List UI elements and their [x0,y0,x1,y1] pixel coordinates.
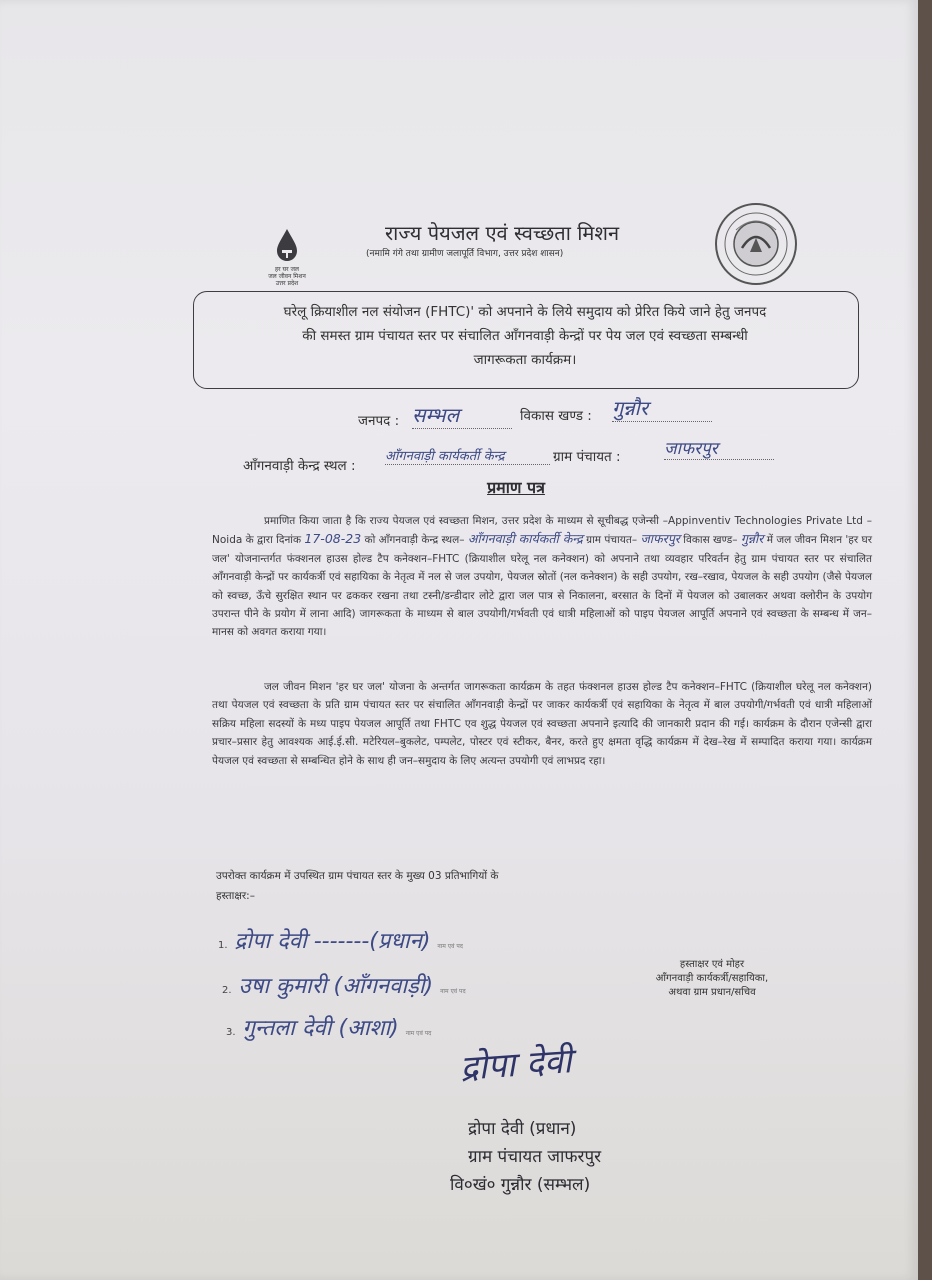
stamp-line-2: ग्राम पंचायत जाफरपुर [468,1147,602,1167]
logo-text-1: हर घर जल [275,266,299,273]
logo-text-2: जल जीवन मिशन [268,273,306,280]
center-label: आँगनवाड़ी केन्द्र स्थल : [243,458,356,474]
participant-3-label: नाम एवं पद [405,1030,432,1037]
har-ghar-jal-logo [252,228,322,287]
certificate-paragraph-2 [212,678,872,770]
district-value: सम्भल [412,401,512,429]
participants-note-line-1: उपरोक्त कार्यक्रम में उपस्थित ग्राम पंचायत स्तर के मुख्य 03 प्रतिभागियों के [216,870,499,882]
panchayat-label: ग्राम पंचायत : [553,449,621,465]
participant-3-num: 3. [226,1027,236,1038]
stamp-line-1: द्रोपा देवी (प्रधान) [468,1119,577,1139]
program-title [200,300,850,372]
participant-1 [218,925,463,955]
program-line-1: घरेलू क्रियाशील नल संयोजन (FHTC)' को अपनाने के लिये समुदाय को प्रेरित किये जाने हेतु जनपद [283,304,767,320]
participants-note [216,866,596,906]
participant-3 [226,1012,431,1042]
p1-gram-panchayat: जाफरपुर [640,531,680,547]
program-line-2: की समस्त ग्राम पंचायत स्तर पर संचालित आँगनवाड़ी केन्द्रों पर पेय जल एवं स्वच्छता सम्बन्धी [302,328,748,344]
participant-2-label: नाम एवं पद [440,988,466,995]
participant-1-num: 1. [218,940,228,951]
p2-text: जल जीवन मिशन 'हर घर जल' योजना के अन्तर्गत जागरूकता कार्यक्रम के तहत फंक्शनल हाउस होल्ड टैप कनेक्शन–FHTC (क्रियाशील घरेलू नल कनेक्शन) तथा पेयजल एवं स्वच्छता के प्रति ग्राम पंचायत स्तर पर संचालित आँगनवाड़ी केन्द्रों पर जाकर कार्यकर्त्री एवं सहायिका के नेतृत्व में बाल उपयोगी/गर्भवती एवं धात्री महिलाओं सक्रिय महिला सदस्यों के मध्य पाइप पेयजल आपूर्ति तथा FHTC एव शुद्ध पेयजल एवं स्वच्छता अपनाने इत्यादि की जानकारी प्रदान की गई। कार्यक्रम के दौरान एजेन्सी द्वारा प्रचार–प्रसार हेतु आवश्यक आई.ई.सी. मटेरियल–बुकलेट, पम्पलेट, पोस्टर एवं स्टीकर, बैनर, करते हुए क्षमता वृद्धि कार्यक्रम में देख–रेख में सम्पादित कराया गया। कार्यक्रम पेयजल एवं स्वच्छता से सम्बन्धित होने के साथ ही जन–समुदाय के लिए अत्यन्त उपयोगी एवं लाभप्रद रहा। [212,681,872,767]
mission-subtitle: (नमामि गंगे तथा ग्रामीण जलापूर्ति विभाग, उत्तर प्रदेश शासन) [366,249,564,259]
p1-text-c: ग्राम पंचायत– [586,534,638,547]
program-line-3: जागरूकता कार्यक्रम। [473,352,577,368]
panchayat-value: जाफरपुर [664,436,774,460]
pradhan-stamp [430,1115,710,1199]
water-drop-icon [275,228,299,262]
logo-text-3: उत्तर प्रदेश [275,280,299,287]
stamp-line-3: वि०खं० गुन्नौर (सम्भल) [450,1175,591,1195]
block-value: गुन्नौर [612,394,712,422]
up-government-seal-icon [712,200,800,288]
p1-date: 17-08-23 [304,531,362,547]
participants-note-line-2: हस्ताक्षर:– [216,890,255,902]
p1-text-d: विकास खण्ड– [683,534,738,547]
p1-text-e: में जल जीवन मिशन 'हर घर जल' योजनान्तर्गत फंक्शनल हाउस होल्ड टैप कनेक्शन–FHTC (क्रियाशील घरेलू नल कनेक्शन) को अपनाने तथा व्यवहार परिवर्तन हेतु ग्राम पंचायत स्तर पर संचालित आँगनवाड़ी केन्द्रों पर कार्यकर्त्री एवं सहायिका के नेतृत्व में नल से जल उपयोग, पेयजल स्रोतों (नल कनेक्शन) के सही उपयोग, रख–रखाव, पेयजल के सही उपयोग (जैसे पेयजल को स्वच्छ, ऊँचे सुरक्षित स्थान पर ढककर रखना तथा टस्नी/डन्डीदार लोटे द्वारा जल पात्र से निकालना, बरसात के दिनों में पेयजल को उबालकर अथवा क्लोरीन के उपयोग उपरान्त पीने के प्रयोग में लाना आदि) जागरूकता के माध्यम से बाल उपयोगी/गर्भवती एवं धात्री महिलाओं को पाइप पेयजल आपूर्ति अपनाने एवं स्वच्छता के सम्बन्ध में जन–मानस को अवगत कराया गया। [212,534,872,639]
participant-1-label: नाम एवं पद [437,943,463,950]
participant-2-text: उषा कुमारी (आँगनवाड़ी) [238,974,434,999]
participant-2 [222,970,466,1000]
handwritten-signature: द्रोपा देवी [458,1041,573,1089]
p1-site: आँगनवाड़ी कार्यकर्ती केन्द्र [467,531,583,547]
sign-line-2: आँगनवाड़ी कार्यकर्त्री/सहायिका, [655,973,769,984]
district-label: जनपद : [358,413,400,429]
certificate-paragraph-1 [212,512,872,642]
block-label: विकास खण्ड : [520,408,592,424]
center-value: आँगनवाड़ी कार्यकर्ती केन्द्र [385,446,550,465]
signature-block [622,958,802,1000]
p1-block: गुन्नौर [740,531,764,547]
sign-line-1: हस्ताक्षर एवं मोहर [679,959,745,970]
participant-3-text: गुन्तला देवी (आशा) [242,1016,399,1041]
certificate-title: प्रमाण पत्र [487,478,545,497]
p1-text-a: प्रमाणित किया जाता है कि राज्य पेयजल एवं स्वच्छता मिशन, उत्तर प्रदेश के माध्यम से सूचीबद्ध एजेन्सी –Appinventiv Technologies Private Ltd – Noida के द्वारा दिनांक [212,515,872,547]
participant-2-num: 2. [222,985,232,996]
participant-1-text: द्रोपा देवी -------(प्रधान) [234,929,431,954]
p1-text-b: को आँगनवाड़ी केन्द्र स्थल– [364,534,465,547]
mission-title: राज्य पेयजल एवं स्वच्छता मिशन [385,221,620,245]
sign-line-3: अथवा ग्राम प्रधान/सचिव [668,987,756,998]
